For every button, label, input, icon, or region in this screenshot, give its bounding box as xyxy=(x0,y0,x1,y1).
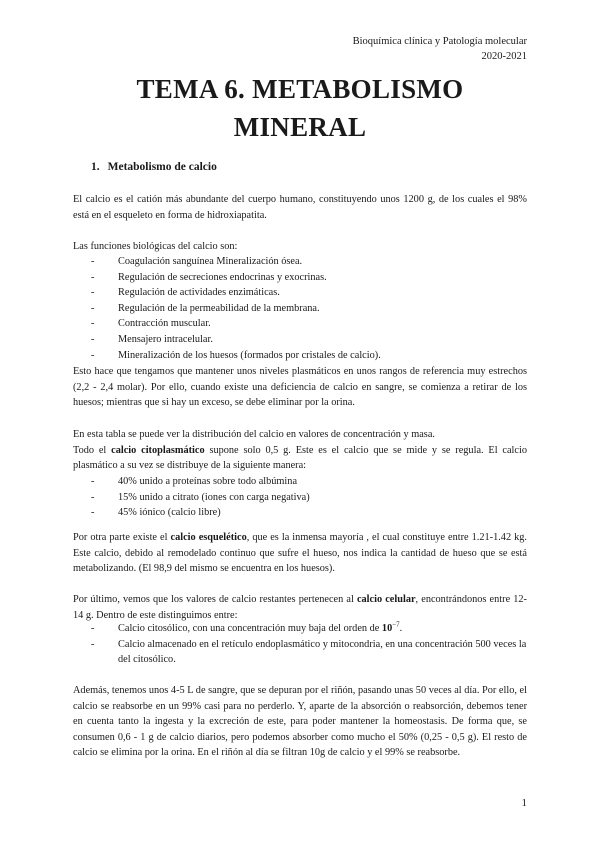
paragraph-levels: Esto hace que tengamos que mantener unos niveles plasmáticos en unos rangos de referencia muy estrechos (2,2 - 2,4 molar). Por ello, cuando existe una deficiencia de calcio en sangre, se comienza a retirar de los huesos; mientras que si hay un exceso, se debe eliminar por la orina. xyxy=(73,366,527,409)
list-item: - Regulación de actividades enzimáticas. xyxy=(91,285,527,301)
paragraph-intro: El calcio es el catión más abundante del cuerpo humano, constituyendo unos 1200 g, de los cuales el 98% está en el esqueleto en forma de hidroxiapatita. xyxy=(73,194,527,221)
list-item: - Contracción muscular. xyxy=(91,316,527,332)
text-run: Todo el xyxy=(73,444,112,456)
text-run: supone solo 0,5 g. Este es el calcio que se mide y se regula. El calcio plasmático a su vez se distribuye de la siguiente manera: xyxy=(73,444,527,472)
list-item: - Calcio almacenado en el retículo endoplasmático y mitocondria, en una concentración 500 veces la del citosólico. xyxy=(91,637,527,668)
section-title: Metabolismo de calcio xyxy=(107,161,217,173)
paragraph-distribution xyxy=(73,427,527,474)
bold-term: calcio esquelético xyxy=(170,532,247,543)
functions-list xyxy=(91,254,527,363)
text-run: , encontrándonos entre 12-14 g. Dentro de este distinguimos entre: xyxy=(73,594,527,621)
text-run: , que es la inmensa mayoría , el cual constituye entre 1.21-1.42 kg. Este calcio, debido al remodelado continuo que sufre el hueso, nos indica la cantidad de hueso que se está metabolizando. (El 98,9 del mismo se encuentra en los huesos). xyxy=(73,532,527,575)
functions-intro: Las funciones biológicas del calcio son: xyxy=(73,241,238,252)
header-year: 2020-2021 xyxy=(481,51,527,62)
list-item xyxy=(91,621,527,637)
list-item: - Mineralización de los huesos (formados por cristales de calcio). xyxy=(91,348,527,364)
title-line-2: MINERAL xyxy=(233,112,367,142)
plasma-list xyxy=(91,474,527,521)
page-title xyxy=(0,70,600,146)
text-run: Por otra parte existe el xyxy=(73,532,171,543)
text-run: Por último, vemos que los valores de calcio restantes pertenecen al xyxy=(73,594,357,605)
section-heading xyxy=(91,161,217,173)
text-run: . xyxy=(399,623,403,634)
paragraph-skeletal xyxy=(73,530,527,577)
page-number: 1 xyxy=(521,797,527,809)
list-item: - 40% unido a proteínas sobre todo albúmina xyxy=(91,474,527,490)
list-item: - 15% unido a citrato (iones con carga negativa) xyxy=(91,490,527,506)
list-item: - Regulación de secreciones endocrinas y exocrinas. xyxy=(91,270,527,286)
list-item: - Regulación de la permeabilidad de la membrana. xyxy=(91,301,527,317)
page-header xyxy=(353,34,527,64)
section-number: 1. xyxy=(91,161,100,173)
bold-term: calcio celular xyxy=(356,594,416,605)
text-run: Calcio citosólico, con una concentración muy baja del orden de xyxy=(118,623,382,634)
distribution-line: En esta tabla se puede ver la distribución del calcio en valores de concentración y masa. xyxy=(73,429,435,440)
paragraph-cellular xyxy=(73,592,527,623)
bold-term: calcio citoplasmático xyxy=(111,444,205,456)
list-item: - Mensajero intracelular. xyxy=(91,332,527,348)
distribution-text xyxy=(73,443,527,474)
list-item: - 45% iónico (calcio libre) xyxy=(91,505,527,521)
paragraph-homeostasis: Además, tenemos unos 4-5 L de sangre, que se depuran por el riñón, pasando unas 50 veces al día. Por ello, el calcio se reabsorbe en un 99% casi para no perderlo. Y, aparte de la absorción o reabsorción, debemos tener en cuenta tanto la ingesta y la excreción de este, para poder mantener la homeostasis. De forma que, se consumen 0,6 - 1 g de calcio diarios, pero podemos absorber como mucho el 50% (0,25 - 0,5 g). El resto de calcio se elimina por la orina. En el riñón al día se filtran 10g de calcio y el 99% se reabsorbe. xyxy=(73,685,527,759)
exponent-base: 10 xyxy=(381,623,393,634)
title-line-1: TEMA 6. METABOLISMO xyxy=(136,74,464,104)
cellular-list xyxy=(91,621,527,668)
list-item: - Coagulación sanguínea Mineralización ósea. xyxy=(91,254,527,270)
header-course: Bioquímica clínica y Patología molecular xyxy=(352,36,527,47)
exponent: −7 xyxy=(392,620,400,629)
